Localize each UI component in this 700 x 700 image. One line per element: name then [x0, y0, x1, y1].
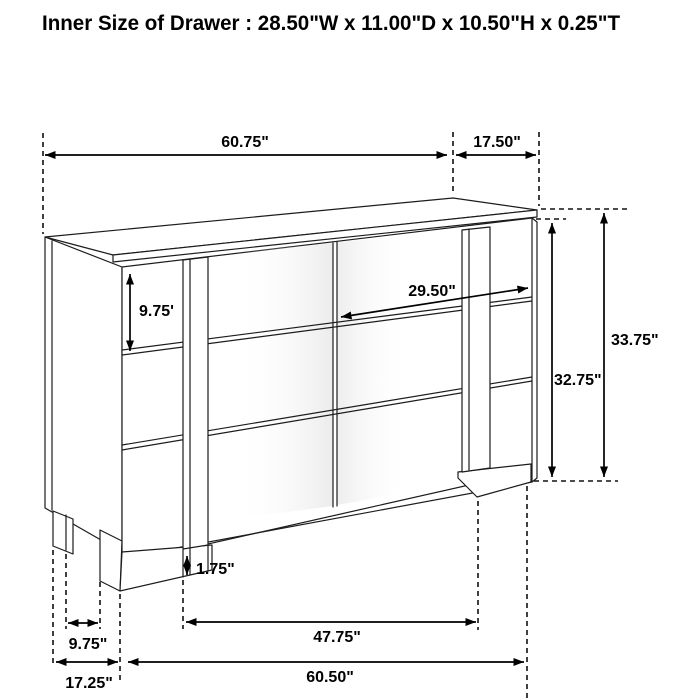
- dimension-label: 9.75': [139, 303, 174, 320]
- dresser-side-panel: [45, 237, 122, 552]
- dimension-label: 60.75": [221, 134, 269, 151]
- right-stile: [462, 227, 490, 472]
- dimension-base-depth: [56, 662, 118, 692]
- dimension-label: 47.75": [313, 629, 361, 646]
- dimension-label: 9.75": [68, 636, 108, 653]
- dimension-top-width: [45, 134, 447, 155]
- dimension-overall-height: [604, 213, 659, 477]
- right-edge-sliver: [532, 218, 537, 482]
- drawer-sheen-right: [337, 236, 410, 505]
- dimension-label: 33.75": [611, 332, 659, 349]
- left-stile: [183, 257, 208, 549]
- page-title: Inner Size of Drawer : 28.50"W x 11.00"D x 10.50"H x 0.25"T: [42, 12, 621, 35]
- dimension-feet-span: [186, 622, 476, 646]
- dimension-base-width: [128, 662, 524, 686]
- back-left-leg: [53, 511, 73, 554]
- dimension-case-height: [552, 223, 602, 477]
- dimension-leg-spacing: [68, 623, 107, 653]
- dimension-label: 1.75": [196, 561, 235, 578]
- dimension-label: 29.50": [408, 283, 456, 300]
- dimension-label: 32.75": [554, 372, 602, 389]
- dresser-drawing: [45, 198, 537, 591]
- front-left-leg: [100, 530, 122, 591]
- dimension-label: 60.50": [306, 669, 354, 686]
- dimension-label: 17.50": [473, 134, 521, 151]
- dimension-label: 17.25": [65, 675, 113, 692]
- dimension-top-depth: [456, 134, 536, 155]
- drawer-sheen-left: [235, 243, 333, 519]
